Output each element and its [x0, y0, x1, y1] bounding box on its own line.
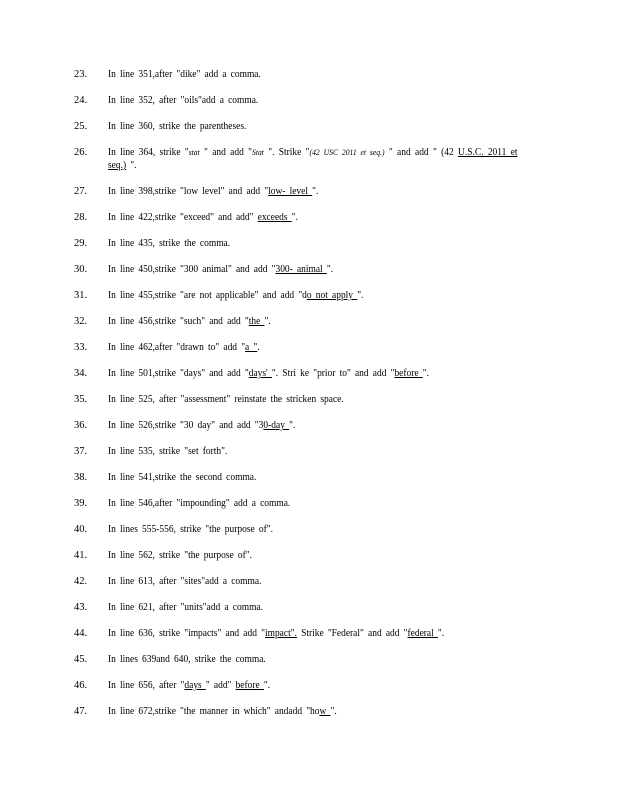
amendment-item — [0, 94, 618, 120]
amendment-number: 45. — [74, 654, 88, 665]
inserted-text: 0-day — [263, 420, 290, 431]
amendment-text — [108, 523, 479, 536]
amendment-text — [108, 497, 479, 510]
text-segment: In line 364, strike " — [108, 147, 189, 158]
text-segment: In line 672,strike "the manner in which" andadd "ho — [108, 706, 320, 717]
text-segment: ". — [422, 368, 429, 379]
amendment-text — [108, 211, 479, 224]
text-segment: In line 422,strike "exceed" and add" — [108, 212, 258, 223]
amendment-text — [108, 237, 479, 250]
amendment-text — [108, 367, 479, 380]
text-segment: In line 541,strike the second comma. — [108, 472, 257, 483]
amendment-number: 24. — [74, 95, 88, 106]
amendment-number: 23. — [74, 69, 88, 80]
text-segment: In line 535, strike "set forth". — [108, 446, 228, 457]
inserted-text: the — [248, 316, 265, 327]
amendment-text — [108, 471, 479, 484]
amendment-text — [108, 68, 479, 81]
amendment-text — [108, 419, 479, 432]
text-segment: In line 352, after "oils"add a comma. — [108, 95, 259, 106]
text-segment: ". — [289, 420, 296, 431]
amendment-text — [108, 393, 479, 406]
amendment-number: 41. — [74, 550, 88, 561]
amendment-text — [108, 705, 479, 718]
amendment-text — [108, 341, 479, 354]
text-segment: In line 656, after " — [108, 680, 185, 691]
amendment-number: 37. — [74, 446, 88, 457]
amendment-item — [0, 341, 618, 367]
text-segment: In line 526,strike "30 day" and add "3 — [108, 420, 264, 431]
text-segment: In line 360, strike the parentheses. — [108, 121, 247, 132]
italic-text: stat — [188, 147, 200, 157]
amendment-text — [108, 315, 479, 328]
amendment-item — [0, 315, 618, 341]
text-segment: In line 621, after "units"add a comma. — [108, 602, 263, 613]
text-segment: In lines 555-556, strike "the purpose of". — [108, 524, 273, 535]
text-segment: In lines 639and 640, strike the comma. — [108, 654, 266, 665]
amendment-item — [0, 185, 618, 211]
amendment-item — [0, 627, 618, 653]
amendment-number: 31. — [74, 290, 88, 301]
amendment-text — [108, 94, 479, 107]
amendment-number: 29. — [74, 238, 88, 249]
text-segment: In line 462,after "drawn to" add " — [108, 342, 246, 353]
text-segment: ". — [326, 264, 334, 275]
amendment-text — [108, 120, 479, 133]
amendment-number: 26. — [74, 147, 88, 158]
text-segment: In line 351,after "dike" add a comma. — [108, 69, 261, 80]
italic-text: (42 USC 2011 et seq.) — [309, 147, 385, 157]
amendment-number: 34. — [74, 368, 88, 379]
amendment-number: 30. — [74, 264, 88, 275]
text-segment: " and add " (42 — [384, 147, 459, 158]
text-segment: In line 435, strike the comma. — [108, 238, 231, 249]
text-segment: In line 455,strike "are not applicable" and add "d — [108, 290, 307, 301]
amendment-item — [0, 445, 618, 471]
inserted-text: low- level — [268, 186, 313, 197]
text-segment: " and add " — [199, 147, 253, 158]
amendment-item — [0, 523, 618, 549]
text-segment: In line 398,strike "low level" and add " — [108, 186, 269, 197]
amendment-text — [108, 289, 479, 302]
text-segment: ". Strike " — [263, 147, 310, 158]
amendment-item — [0, 146, 618, 185]
text-segment: In line 456,strike "such" and add " — [108, 316, 249, 327]
text-segment: In line 546,after "impounding" add a comma. — [108, 498, 291, 509]
inserted-text: impact". — [264, 628, 297, 639]
inserted-text: exceeds — [257, 212, 292, 223]
amendment-number: 36. — [74, 420, 88, 431]
inserted-text: before — [235, 680, 264, 691]
amendment-text — [108, 627, 479, 640]
amendment-item — [0, 497, 618, 523]
text-segment: ". Stri ke "prior to" and add " — [271, 368, 395, 379]
amendment-number: 25. — [74, 121, 88, 132]
inserted-text: w — [319, 706, 331, 717]
amendment-number: 43. — [74, 602, 88, 613]
amendment-number: 35. — [74, 394, 88, 405]
amendment-list — [0, 68, 618, 731]
amendment-item — [0, 419, 618, 445]
amendment-number: 44. — [74, 628, 88, 639]
inserted-text: o not apply — [306, 290, 358, 301]
amendment-item — [0, 289, 618, 315]
amendment-item — [0, 120, 618, 146]
amendment-item — [0, 471, 618, 497]
text-segment: ". — [357, 290, 364, 301]
text-segment: In line 636, strike "impacts" and add " — [108, 628, 265, 639]
inserted-text: U.S.C. 2011 et seq.) — [108, 147, 518, 171]
text-segment: ". — [312, 186, 319, 197]
inserted-text: a " — [245, 342, 258, 353]
amendment-item — [0, 237, 618, 263]
text-segment: In line 501,strike "days" and add " — [108, 368, 249, 379]
text-segment: ". — [263, 680, 271, 691]
text-segment: Strike "Federal" and add " — [296, 628, 408, 639]
amendment-item — [0, 705, 618, 731]
text-segment: ". — [437, 628, 445, 639]
italic-text: Stat — [252, 147, 264, 157]
amendment-number: 42. — [74, 576, 88, 587]
text-segment: . — [257, 342, 260, 353]
amendment-text — [108, 653, 479, 666]
amendment-item — [0, 601, 618, 627]
amendment-text — [108, 601, 479, 614]
text-segment: ". — [291, 212, 298, 223]
amendment-item — [0, 575, 618, 601]
amendment-item — [0, 679, 618, 705]
text-segment: " add" — [205, 680, 236, 691]
amendment-item — [0, 367, 618, 393]
inserted-text: 300- animal — [275, 264, 327, 275]
amendment-number: 28. — [74, 212, 88, 223]
text-segment: ". — [264, 316, 271, 327]
text-segment: In line 450,strike "300 animal" and add " — [108, 264, 276, 275]
amendment-number: 32. — [74, 316, 88, 327]
text-segment: In line 525, after "assessment" reinstate the stricken space. — [108, 394, 344, 405]
amendment-number: 39. — [74, 498, 88, 509]
amendment-text — [108, 549, 479, 562]
amendment-item — [0, 393, 618, 419]
text-segment: In line 613, after "sites"add a comma. — [108, 576, 262, 587]
amendment-number: 47. — [74, 706, 88, 717]
text-segment: In line 562, strike "the purpose of". — [108, 550, 252, 561]
amendment-number: 38. — [74, 472, 88, 483]
amendment-item — [0, 211, 618, 237]
inserted-text: days — [184, 680, 206, 691]
amendment-item — [0, 653, 618, 679]
amendment-number: 40. — [74, 524, 88, 535]
amendment-text — [108, 679, 479, 692]
inserted-text: federal — [407, 628, 438, 639]
text-segment: ". — [330, 706, 337, 717]
amendment-item — [0, 68, 618, 94]
inserted-text: before — [394, 368, 423, 379]
amendment-item — [0, 549, 618, 575]
inserted-text: days' — [248, 368, 272, 379]
amendment-text — [108, 263, 479, 276]
amendment-item — [0, 263, 618, 289]
amendment-text — [108, 445, 479, 458]
amendment-text — [108, 575, 479, 588]
amendment-number: 27. — [74, 186, 88, 197]
amendment-number: 46. — [74, 680, 88, 691]
amendment-text — [108, 146, 518, 172]
text-segment: ". — [126, 160, 137, 171]
amendment-text — [108, 185, 479, 198]
amendment-number: 33. — [74, 342, 88, 353]
